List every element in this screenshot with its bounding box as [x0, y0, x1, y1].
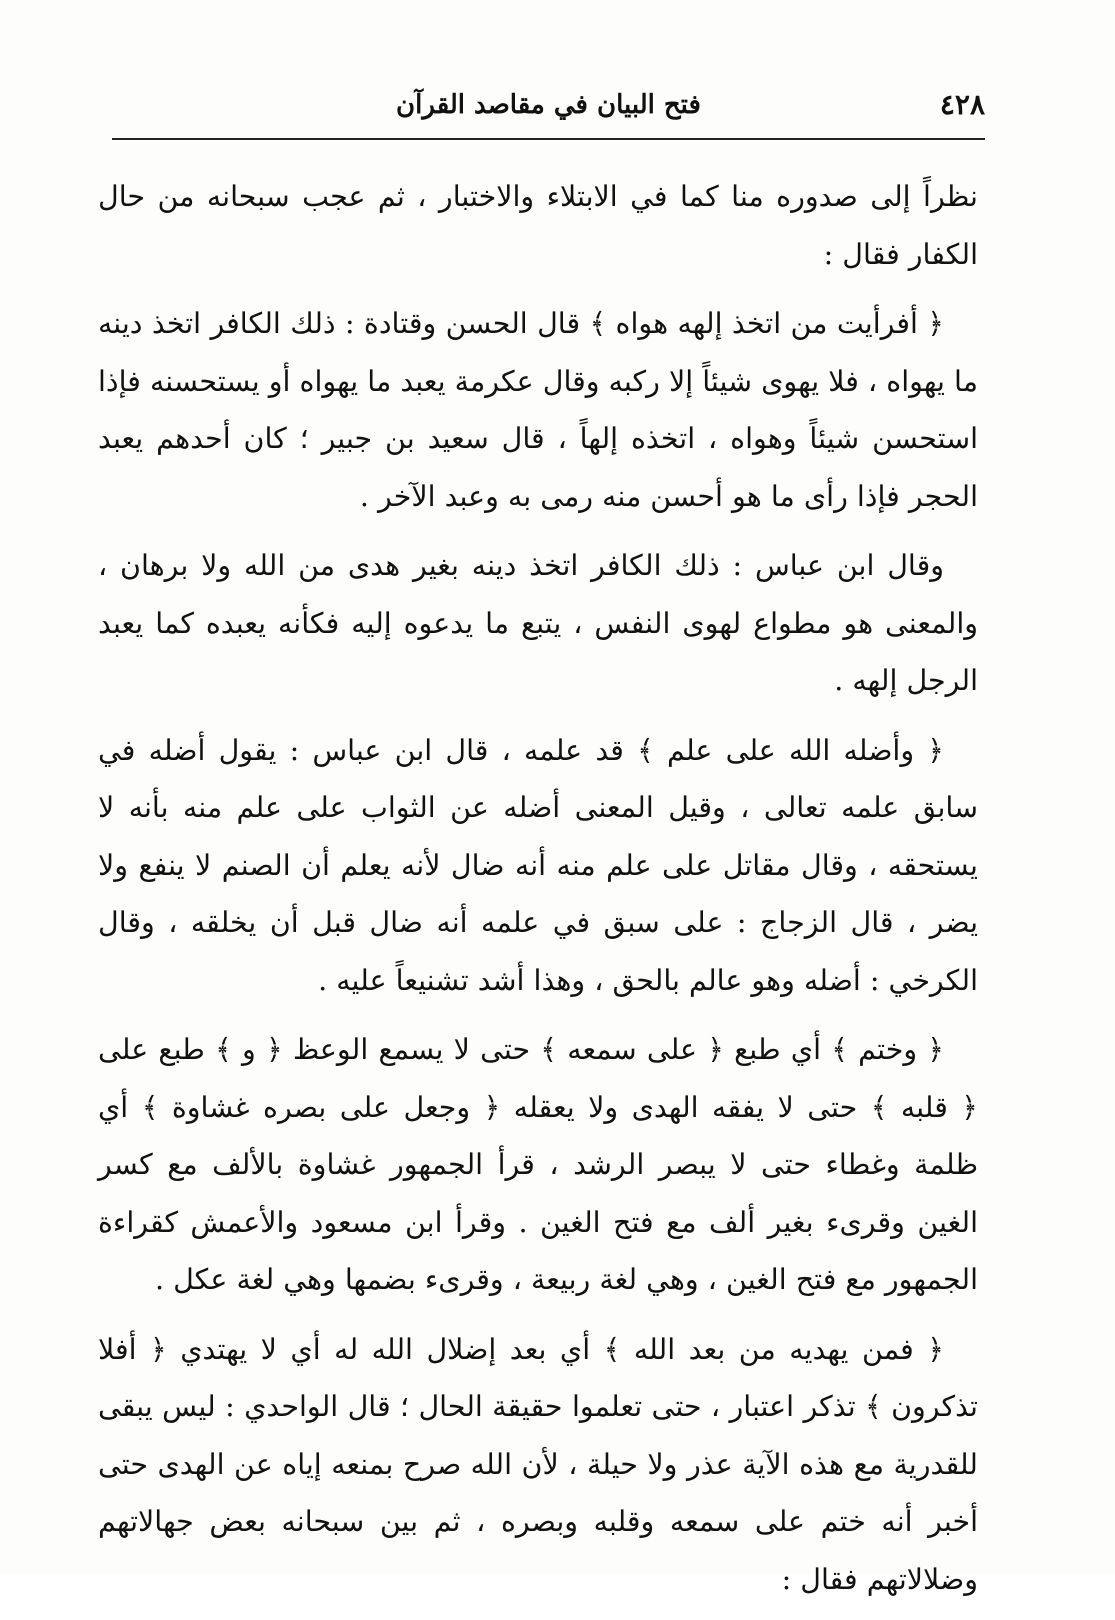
page-header [112, 86, 985, 136]
header-rule [112, 138, 985, 140]
paragraph: نظراً إلى صدوره منا كما في الابتلاء والاختبار ، ثم عجب سبحانه من حال الكفار فقال : [98, 180, 978, 271]
paragraph: ﴿ أفرأيت من اتخذ إلهه هواه ﴾ قال الحسن وقتادة : ذلك الكافر اتخذ دينه ما يهواه ، فلا يهوى شيئاً إلا ركبه وقال عكرمة يعبد ما يهواه أو يستحسنه فإذا استحسن شيئاً وهواه ، اتخذه إلهاً ، قال سعيد بن جبير ؛ كان أحدهم يعبد الحجر فإذا رأى ما هو أحسن منه رمى به وعبد الآخر . [98, 307, 978, 513]
paragraph: ﴿ فمن يهديه من بعد الله ﴾ أي بعد إضلال الله له أي لا يهتدي ﴿ أفلا تذكرون ﴾ تذكر اعتبار ، حتى تعلموا حقيقة الحال ؛ قال الواحدي : ليس يبقى للقدرية مع هذه الآية عذر ولا حيلة ، لأن الله صرح بمنعه إياه عن الهدى حتى أخبر أنه ختم على سمعه وقلبه وبصره ، ثم بين سبحانه بعض جهالاتهم وضلالاتهم فقال : [98, 1332, 978, 1596]
paragraph: ﴿ وختم ﴾ أي طبع ﴿ على سمعه ﴾ حتى لا يسمع الوعظ ﴿ و ﴾ طبع على ﴿ قلبه ﴾ حتى لا يفقه الهدى ولا يعقله ﴿ وجعل على بصره غشاوة ﴾ أي ظلمة وغطاء حتى لا يبصر الرشد ، قرأ الجمهور غشاوة بالألف مع كسر الغين وقرىء بغير ألف مع فتح الغين . وقرأ ابن مسعود والأعمش كقراءة الجمهور مع فتح الغين ، وهي لغة ربيعة ، وقرىء بضمها وهي لغة عكل . [98, 1033, 978, 1296]
page-number: ٤٢٨ [939, 88, 985, 121]
paragraph: وقال ابن عباس : ذلك الكافر اتخذ دينه بغير هدى من الله ولا برهان ، والمعنى هو مطواع لهوى النفس ، يتبع ما يدعوه إليه فكأنه يعبده كما يعبد الرجل إلهه . [98, 549, 978, 697]
paragraph: ﴿ وأضله الله على علم ﴾ قد علمه ، قال ابن عباس : يقول أضله في سابق علمه تعالى ، وقيل المعنى أضله عن الثواب على علم منه بأنه لا يستحقه ، وقال مقاتل على علم منه أنه ضال لأنه يعلم أن الصنم لا ينفع ولا يضر ، قال الزجاج : على سبق في علمه أنه ضال قبل أن يخلقه ، وقال الكرخي : أضله وهو عالم بالحق ، وهذا أشد تشنيعاً عليه . [98, 733, 978, 997]
running-title: فتح البيان في مقاصد القرآن [396, 90, 701, 120]
page-body [98, 168, 978, 1620]
